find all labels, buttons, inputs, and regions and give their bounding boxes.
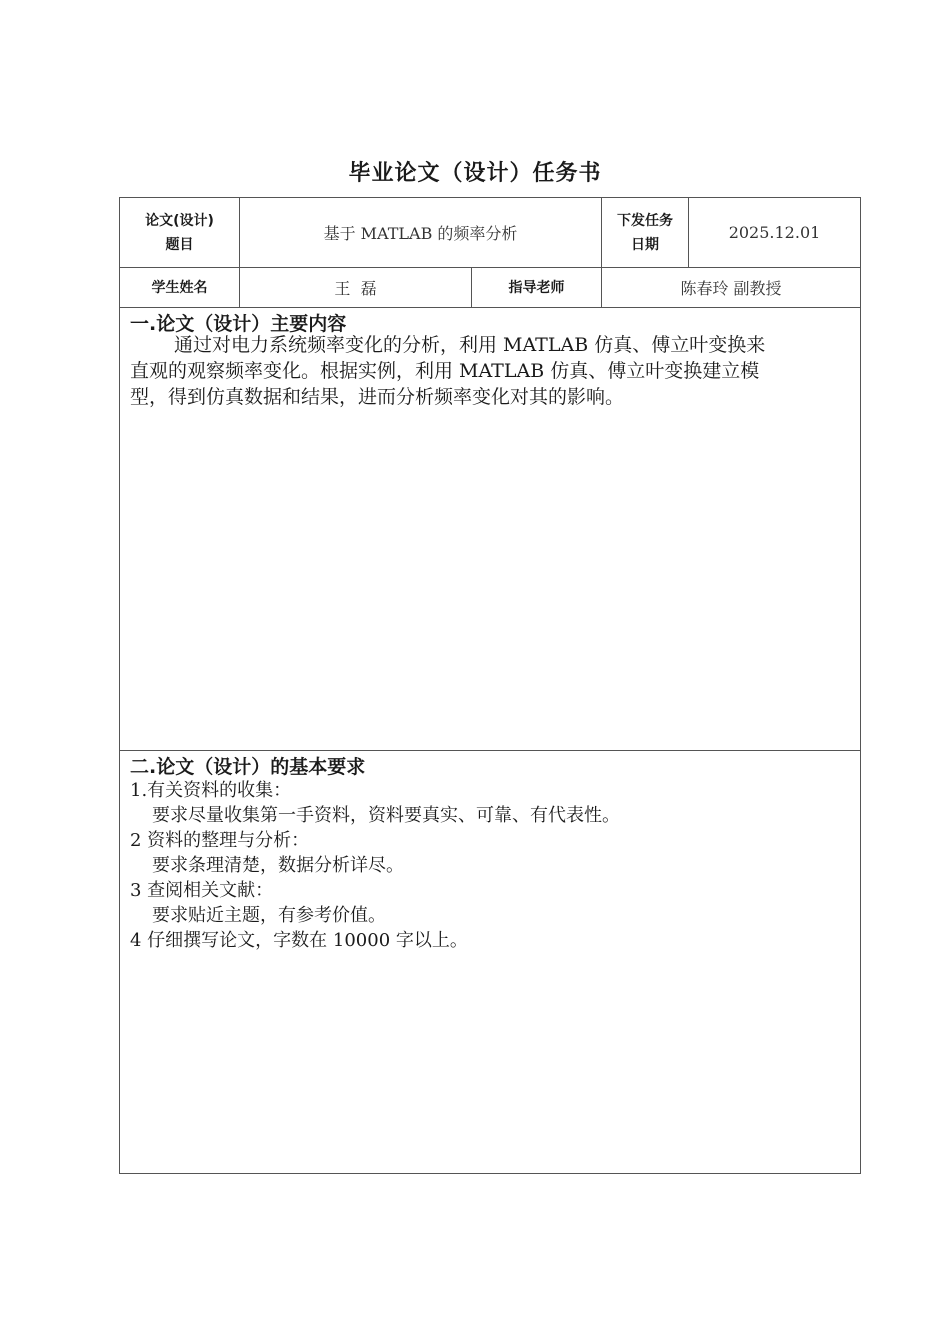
requirement-item: 3 查阅相关文献： (130, 880, 274, 901)
section1-line: 直观的观察频率变化。根据实例，利用 MATLAB 仿真、傅立叶变换建立模 (130, 360, 760, 382)
advisor-value: 陈春玲 副教授 (680, 279, 782, 298)
advisor-label: 指导老师 (508, 279, 565, 296)
section-divider (119, 750, 861, 751)
requirement-detail: 要求条理清楚，数据分析详尽。 (152, 855, 404, 876)
issue-date-value: 2025.12.01 (728, 223, 821, 242)
requirement-item: 2 资料的整理与分析： (130, 830, 310, 851)
issue-date-label (602, 198, 688, 267)
issue-date-label-line2: 日期 (631, 236, 659, 253)
document-title: 毕业论文（设计）任务书 (348, 161, 602, 186)
section1-body (130, 332, 852, 410)
section1-heading: 一.论文（设计）主要内容 (130, 313, 347, 335)
requirement-item: 1.有关资料的收集： (130, 780, 292, 801)
issue-date-label-line1: 下发任务 (617, 212, 673, 229)
topic-value: 基于 MATLAB 的频率分析 (323, 224, 518, 243)
student-value: 王 磊 (334, 279, 377, 298)
section2-heading: 二.论文（设计）的基本要求 (130, 756, 366, 778)
row-divider (119, 307, 861, 308)
topic-label (120, 198, 239, 267)
section1-line: 型，得到仿真数据和结果，进而分析频率变化对其的影响。 (130, 386, 625, 408)
topic-label-line1: 论文(设计) (145, 212, 214, 229)
requirement-detail: 要求尽量收集第一手资料，资料要真实、可靠、有代表性。 (152, 805, 620, 826)
section1-line: 通过对电力系统频率变化的分析，利用 MATLAB 仿真、傅立叶变换来 (174, 334, 766, 356)
student-label: 学生姓名 (151, 279, 208, 296)
topic-label-line2: 题目 (165, 236, 194, 253)
requirement-detail: 要求贴近主题，有参考价值。 (152, 905, 386, 926)
requirement-item: 4 仔细撰写论文，字数在 10000 字以上。 (130, 930, 468, 951)
